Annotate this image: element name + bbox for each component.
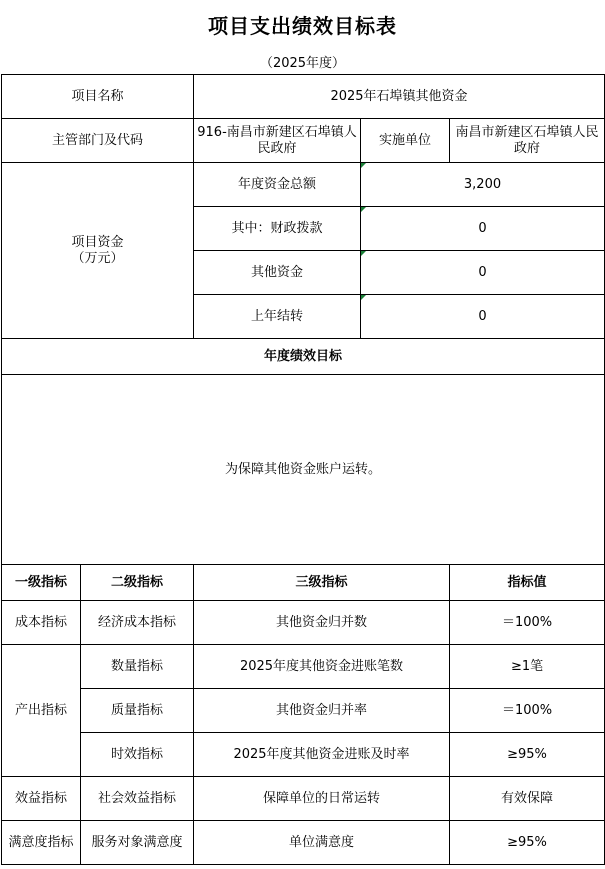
level2-cell: 时效指标: [81, 733, 194, 777]
funds-label: 项目资金 （万元）: [2, 163, 194, 339]
implementing-unit-value: 南昌市新建区石埠镇人民政府: [450, 119, 605, 163]
annual-goal-header: 年度绩效目标: [2, 339, 605, 375]
funds-other-label: 其他资金: [194, 251, 361, 295]
header-level3: 三级指标: [194, 565, 450, 601]
level1-cell: 成本指标: [2, 601, 81, 645]
annual-goal-text: 为保障其他资金账户运转。: [2, 375, 605, 565]
level2-cell: 服务对象满意度: [81, 821, 194, 865]
level2-cell: 数量指标: [81, 645, 194, 689]
funds-fiscal-label: 其中：财政拨款: [194, 207, 361, 251]
funds-carryover-value: 0: [361, 295, 605, 339]
funds-row: [2, 163, 605, 207]
funds-fiscal-value: 0: [361, 207, 605, 251]
level1-cell: 满意度指标: [2, 821, 81, 865]
department-row: [2, 119, 605, 163]
value-cell: ≥95%: [450, 733, 605, 777]
table-row: [2, 733, 605, 777]
table-row: [2, 777, 605, 821]
table-row: [2, 689, 605, 733]
project-name-label: 项目名称: [2, 75, 194, 119]
header-level2: 二级指标: [81, 565, 194, 601]
level3-cell: 其他资金归并率: [194, 689, 450, 733]
level3-cell: 单位满意度: [194, 821, 450, 865]
level1-cell: 效益指标: [2, 777, 81, 821]
goal-header-row: [2, 339, 605, 375]
project-name-value: 2025年石埠镇其他资金: [194, 75, 605, 119]
table-row: [2, 821, 605, 865]
value-cell: 有效保障: [450, 777, 605, 821]
funds-total-value: 3,200: [361, 163, 605, 207]
project-name-row: [2, 75, 605, 119]
implementing-unit-label: 实施单位: [361, 119, 450, 163]
page-title: 项目支出绩效目标表: [208, 13, 397, 38]
level3-cell: 其他资金归并数: [194, 601, 450, 645]
table-row: [2, 601, 605, 645]
value-cell: ＝100%: [450, 601, 605, 645]
level2-cell: 经济成本指标: [81, 601, 194, 645]
header-value: 指标值: [450, 565, 605, 601]
level2-cell: 质量指标: [81, 689, 194, 733]
table-row: [2, 645, 605, 689]
funds-carryover-label: 上年结转: [194, 295, 361, 339]
year-label: （2025年度）: [259, 55, 346, 71]
level3-cell: 2025年度其他资金进账笔数: [194, 645, 450, 689]
funds-total-label: 年度资金总额: [194, 163, 361, 207]
funds-other-value: 0: [361, 251, 605, 295]
department-value: 916-南昌市新建区石埠镇人民政府: [194, 119, 361, 163]
header-level1: 一级指标: [2, 565, 81, 601]
target-table: [1, 74, 605, 865]
indicator-header-row: [2, 565, 605, 601]
level3-cell: 保障单位的日常运转: [194, 777, 450, 821]
value-cell: ≥95%: [450, 821, 605, 865]
level1-cell: 产出指标: [2, 645, 81, 777]
goal-text-row: [2, 375, 605, 565]
department-label: 主管部门及代码: [2, 119, 194, 163]
value-cell: ＝100%: [450, 689, 605, 733]
level3-cell: 2025年度其他资金进账及时率: [194, 733, 450, 777]
value-cell: ≥1笔: [450, 645, 605, 689]
level2-cell: 社会效益指标: [81, 777, 194, 821]
